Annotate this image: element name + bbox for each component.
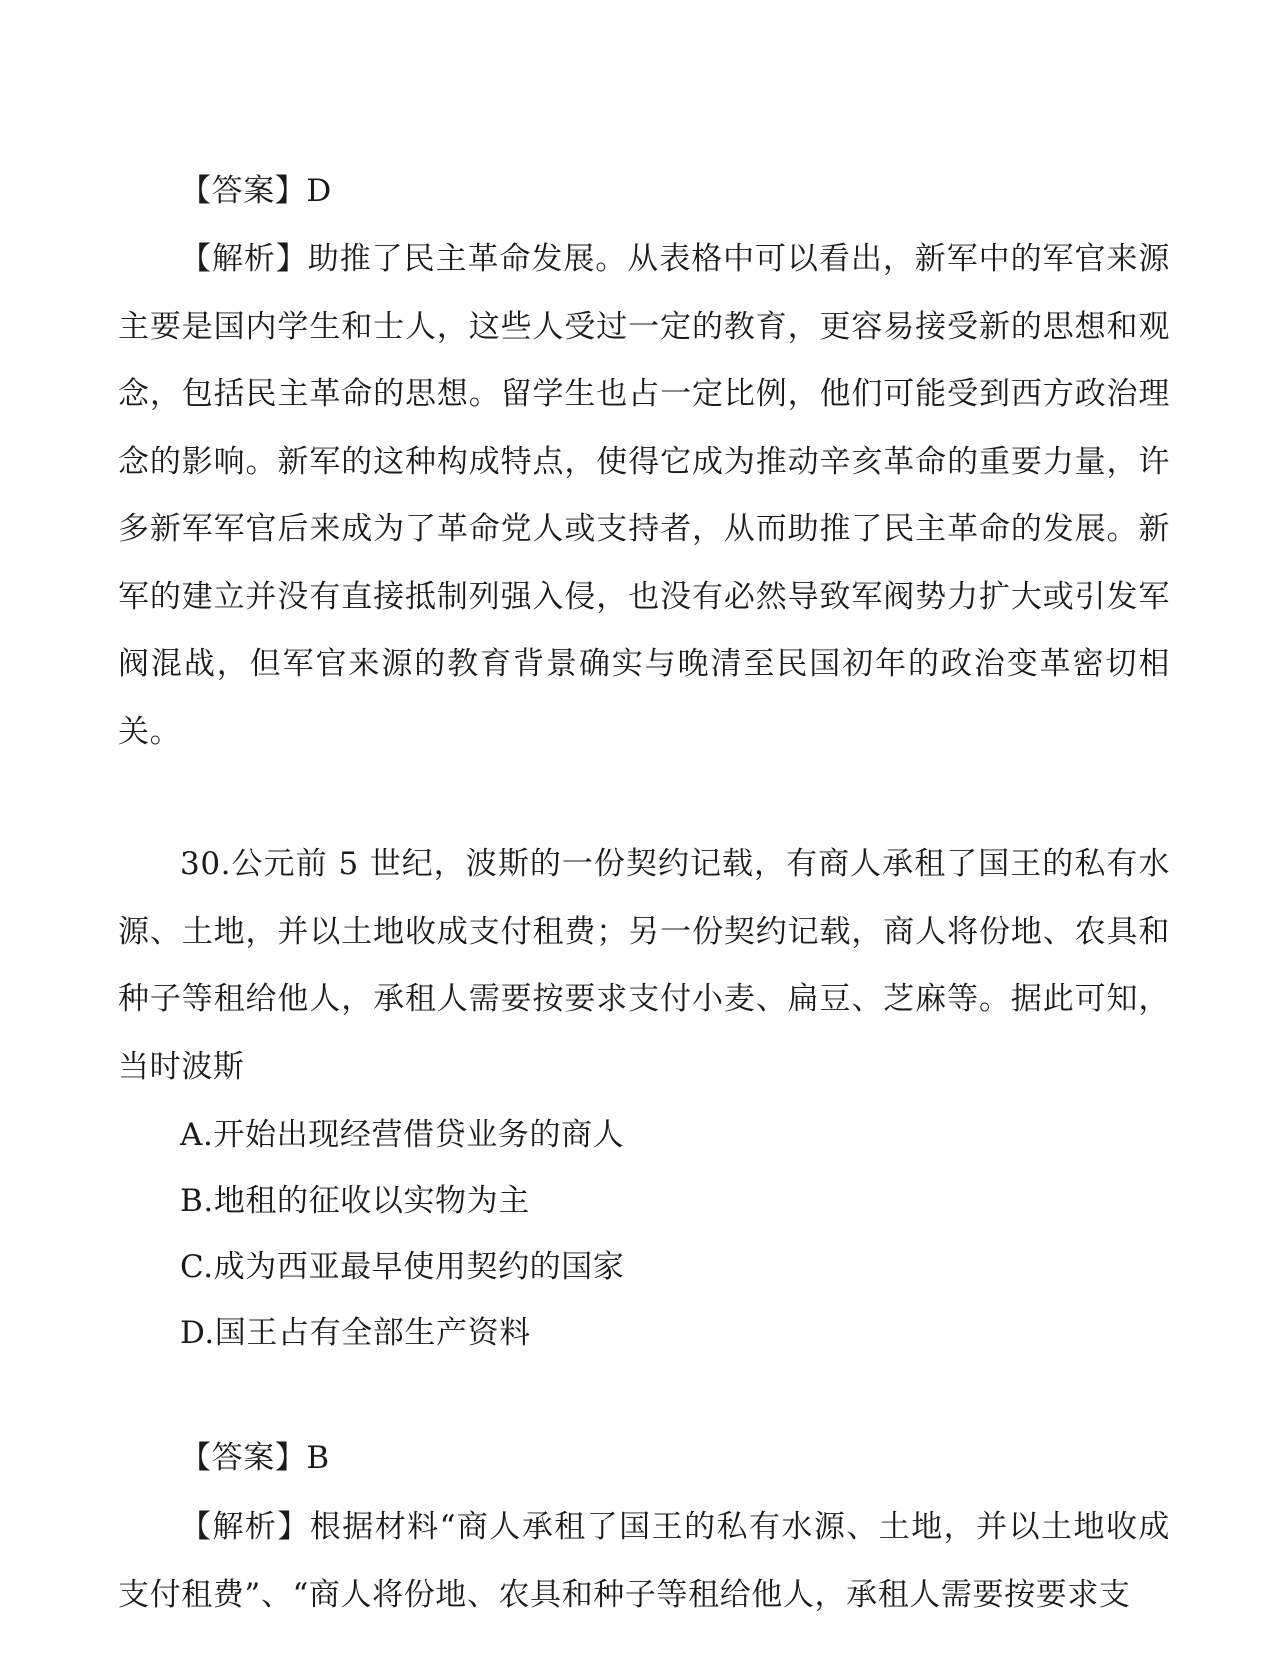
option-b: B.地租的征收以实物为主 — [180, 1183, 530, 1219]
option-c: C.成为西亚最早使用契约的国家 — [180, 1249, 625, 1285]
answer-2: 【答案】B — [180, 1440, 330, 1476]
option-a: A.开始出现经营借贷业务的商人 — [180, 1117, 625, 1153]
answer-1: 【答案】D — [180, 173, 332, 209]
option-d: D.国王占有全部生产资料 — [180, 1315, 531, 1351]
analysis-2: 【解析】根据材料“商人承租了国王的私有水源、土地，并以土地收成支付租费”、“商人将份地、农具和种子等租给他人，承租人需要按要求支 — [118, 1509, 1170, 1613]
analysis-1: 【解析】助推了民主革命发展。从表格中可以看出，新军中的军官来源主要是国内学生和士人，这些人受过一定的教育，更容易接受新的思想和观念，包括民主革命的思想。留学生也占一定比例，他们可能受到西方政治理念的影响。新军的这种构成特点，使得它成为推动辛亥革命的重要力量，许多新军军官后来成为了革命党人或支持者，从而助推了民主革命的发展。新军的建立并没有直接抵制列强入侵，也没有必然导致军阀势力扩大或引发军阀混战，但军官来源的教育背景确实与晚清至民国初年的政治变革密切相关。 — [118, 241, 1170, 750]
question-30: 30.公元前 5 世纪，波斯的一份契约记载，有商人承租了国王的私有水源、土地，并以土地收成支付租费；另一份契约记载，商人将份地、农具和种子等租给他人，承租人需要按要求支付小麦、扁豆、芝麻等。据此可知，当时波斯 — [118, 846, 1170, 1085]
